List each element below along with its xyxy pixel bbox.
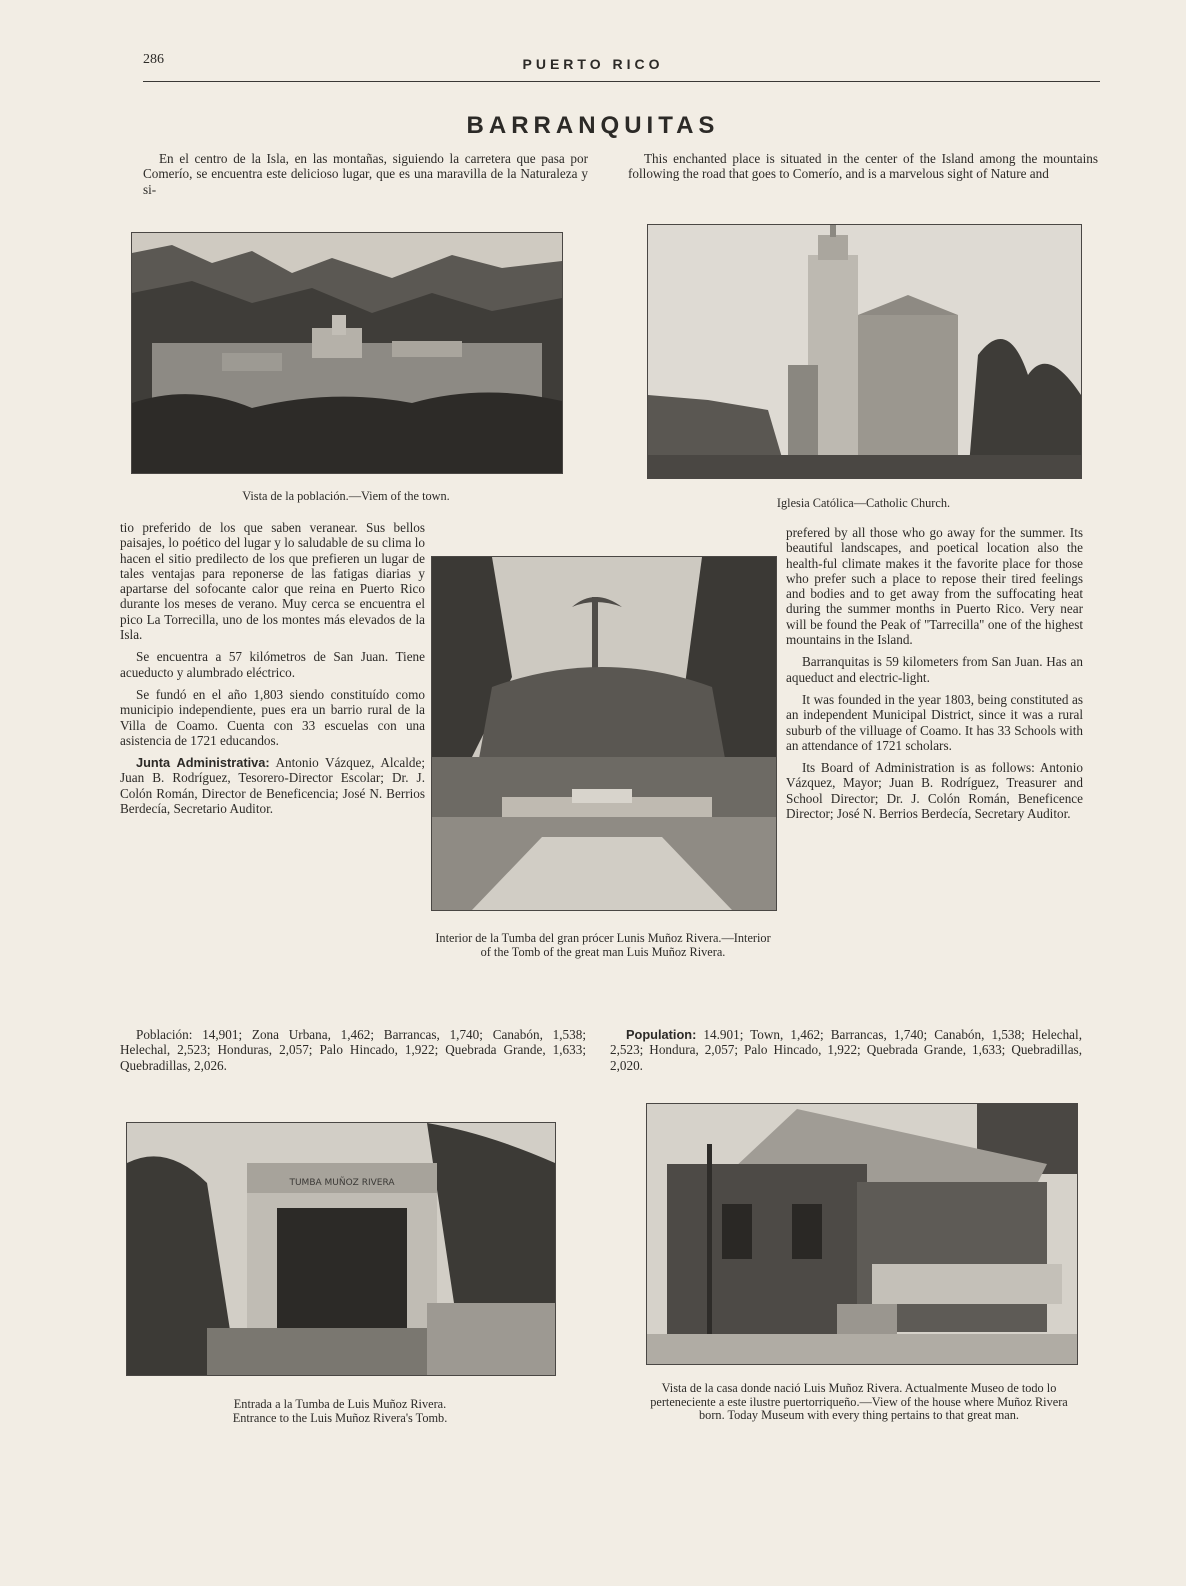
- population-label: Population:: [626, 1027, 697, 1042]
- english-body-upper: [786, 525, 1083, 821]
- junta-label: Junta Administrativa:: [136, 755, 270, 771]
- junta-text: Antonio Vázquez, Alcalde; Juan B. Rodríguez, Tesorero-Director Escolar; Dr. J. Colón Román, Director de Beneficencia; José N. Berrios Berdecía, Secretario Auditor.: [120, 755, 425, 817]
- photo-birthplace-house: [646, 1103, 1078, 1365]
- page-number: 286: [143, 52, 164, 67]
- intro-english-text: This enchanted place is situated in the center of the Island among the mountains following the road that goes to Comerío, and is a marvelous sight of Nature and: [628, 151, 1098, 182]
- english-paragraph-3: It was founded in the year 1803, being constituted as an independent Municipal District, since it was a rural suburb of the villuage of Coamo. It has 33 Schools with an attendance of 1721 scholars.: [786, 691, 1083, 753]
- spanish-paragraph-2: Se encuentra a 57 kilómetros de San Juan. Tiene acueducto y alumbrado eléctrico.: [120, 649, 425, 680]
- photo-tomb-entrance: [126, 1122, 556, 1376]
- photo-catholic-church: [647, 224, 1082, 479]
- intro-english: [628, 151, 1098, 182]
- poblacion-text: Población: 14,901; Zona Urbana, 1,462; Barrancas, 1,740; Canabón, 1,538; Helechal, 2,523; Honduras, 2,057; Palo Hincado, 1,922; Quebrada Grande, 1,633; Quebradillas, 2,026.: [120, 1027, 586, 1073]
- spanish-junta: [120, 755, 425, 816]
- english-paragraph-2: Barranquitas is 59 kilometers from San Juan. Has an aqueduct and electric-light.: [786, 654, 1083, 685]
- caption-tomb-entrance-es: Entrada a la Tumba de Luis Muñoz Rivera.: [233, 1397, 447, 1411]
- running-head: PUERTO RICO: [522, 56, 664, 72]
- intro-spanish-text: En el centro de la Isla, en las montañas, siguiendo la carretera que pasa por Comerío, se encuentra este delicioso lugar, que es una maravilla de la Naturaleza y si-: [143, 151, 588, 197]
- population-block: [610, 1027, 1082, 1073]
- spanish-paragraph-1: tio preferido de los que saben veranear. Sus bellos paisajes, lo poético del lugar y lo saludable de su clima lo hacen el sitio predilecto de los que prefieren un lugar de tales ventajas para reponerse de las fatigas diarias y apartarse del sofocante calor que reina en Puerto Rico durante los meses de verano. Muy cerca se encuentra el pico La Torrecilla, uno de los montes más elevados de la Isla.: [120, 520, 425, 643]
- caption-tomb-interior: Interior de la Tumba del gran prócer Lunis Muñoz Rivera.—Interior of the Tomb of the great man Luis Muñoz Rivera.: [435, 931, 771, 959]
- spanish-paragraph-3: Se fundó en el año 1,803 siendo constituído como municipio independiente, pues era un barrio rural de la Villa de Coamo. Cuenta con 33 escuelas con una asistencia de 1721 educandos.: [120, 686, 425, 748]
- article-title: BARRANQUITAS: [466, 112, 720, 139]
- poblacion-block: [120, 1027, 586, 1073]
- intro-spanish: [143, 151, 588, 197]
- caption-church: Iglesia Católica—Catholic Church.: [776, 496, 951, 510]
- header-rule: [143, 81, 1100, 82]
- photo-town-view: [131, 232, 563, 474]
- spanish-body-upper: [120, 520, 425, 816]
- caption-town: Vista de la población.—Viem of the town.: [242, 489, 450, 503]
- caption-tomb-entrance-en: Entrance to the Luis Muñoz Rivera's Tomb.: [232, 1410, 448, 1425]
- english-paragraph-1: prefered by all those who go away for the summer. Its beautiful landscapes, and poetical location also the health-ful climate makes it the favorite place for those who prefer such a place to repose their tired feelings and bodies and to get away from the suffocating heat during the summer months in Puerto Rico. Very near will be found the Peak of ''Tarrecilla'' one of the highest mountains in the Island.: [786, 525, 1083, 648]
- photo-tomb-interior: [431, 556, 777, 911]
- english-paragraph-4: Its Board of Administration is as follows: Antonio Vázquez, Mayor; Juan B. Rodríguez, Treasurer and School Director; Dr. J. Colón Román, Beneficence Director; José N. Berrios Berdecía, Secretary Auditor.: [786, 760, 1083, 822]
- caption-birthplace-house: Vista de la casa donde nació Luis Muñoz Rivera. Actualmente Museo de todo lo perteneciente a este ilustre puertorriqueño.—View of the house where Muñoz Rivera born. Today Museum with every thing pertains to that great man.: [650, 1381, 1068, 1422]
- tomb-gate-sign-text: TUMBA MUÑOZ RIVERA: [289, 1178, 395, 1188]
- caption-tomb-entrance: [126, 1398, 554, 1425]
- population-text: 14.901; Town, 1,462; Barrancas, 1,740; Canabón, 1,538; Helechal, 2,523; Hondura, 2,057; Palo Hincado, 1,922; Quebrada Grande, 1,633; Quebradillas, 2,020.: [610, 1027, 1082, 1073]
